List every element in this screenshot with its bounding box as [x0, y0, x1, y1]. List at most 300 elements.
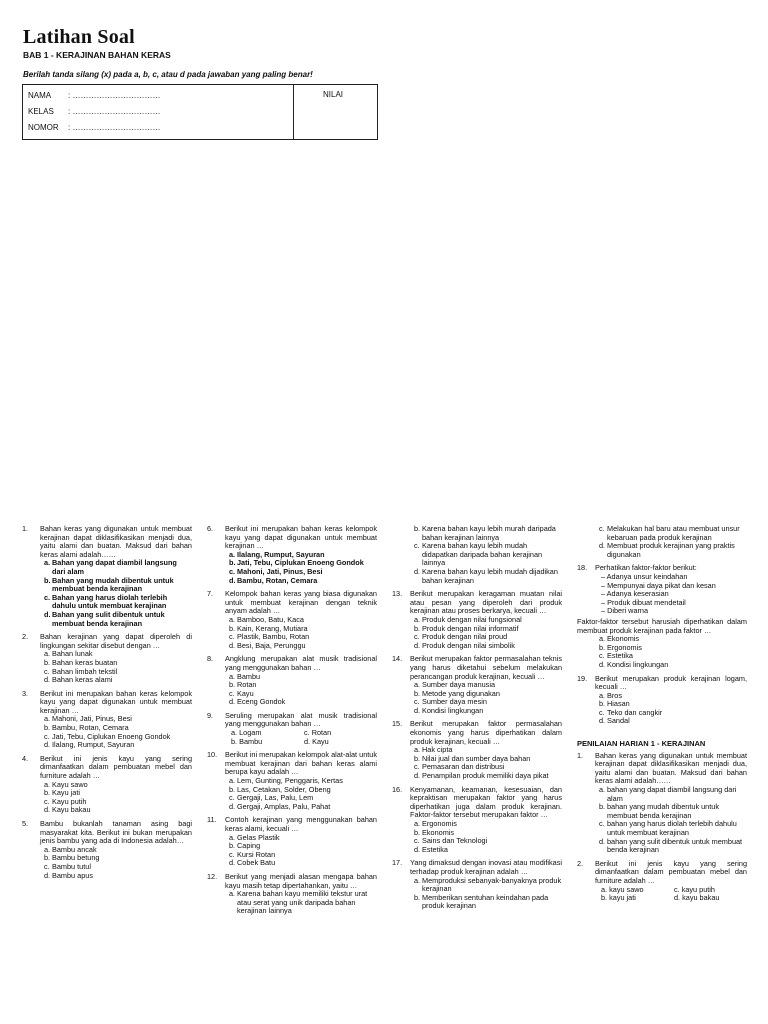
option-text: Bambu, Rotan, Cemara: [52, 723, 129, 733]
option-text: Sumber daya manusia: [422, 680, 496, 690]
option-letter: a.: [414, 680, 421, 690]
option-letter: c.: [414, 541, 420, 551]
number-field[interactable]: : ……………………………: [68, 123, 161, 132]
option-text: Bahan keras buatan: [52, 657, 118, 667]
chapter-subtitle: BAB 1 - KERAJINAN BAHAN KERAS: [23, 50, 171, 60]
question-number: 3.: [22, 688, 29, 698]
option-letter: c.: [229, 849, 235, 859]
option-text: Caping: [237, 841, 261, 851]
answer-option[interactable]: [410, 707, 562, 716]
answer-options: [410, 746, 562, 780]
option-letter: b.: [229, 623, 236, 633]
option-letter: b.: [229, 784, 236, 794]
option-letter: c.: [44, 731, 50, 741]
option-letter: d.: [44, 740, 51, 750]
option-text: Besi, Baja, Perunggu: [237, 640, 306, 650]
option-text: Ekonomis: [607, 634, 640, 644]
option-letter: c.: [44, 666, 50, 676]
option-text: Bambu ancak: [52, 844, 97, 854]
option-text: Bambu betung: [52, 853, 100, 863]
option-text: Ilalang, Rumput, Sayuran: [237, 549, 325, 559]
option-text: Sumber daya mesin: [422, 697, 487, 707]
option-letter: b.: [229, 841, 236, 851]
option-letter: b.: [44, 853, 51, 863]
option-letter: c.: [414, 762, 420, 772]
answer-option[interactable]: [225, 803, 377, 812]
question-text: Berikut ini merupakan bahan keras kelompok kayu yang dapat digunakan untuk membuat kerajinan …: [40, 688, 192, 715]
question-item: [207, 590, 377, 650]
option-letter: b.: [599, 802, 606, 812]
question-number: 6.: [207, 524, 214, 533]
option-letter: a.: [44, 714, 51, 724]
option-text: Produk dengan nilai proud: [422, 632, 508, 642]
answer-option[interactable]: [595, 525, 747, 542]
option-letter: a.: [414, 614, 421, 624]
option-text: Memproduksi sebanyak-banyaknya produk kerajinan: [422, 875, 562, 894]
option-letter: a.: [229, 671, 236, 681]
option-text: Bambu: [237, 671, 261, 681]
option-text: Pemasaran dan distribusi: [422, 762, 505, 772]
option-text: Kayu: [237, 688, 254, 698]
option-text: Karena bahan kayu lebih mudah didapatkan daripada bahan kerajinan lainnya: [422, 541, 543, 568]
option-letter: d.: [44, 805, 51, 815]
option-text: Bros: [607, 690, 623, 700]
answer-options: [40, 559, 192, 628]
question-text: Berikut merupakan faktor permasalahan teknis yang harus diketahui sebelum melakukan perancangan produk kerajinan, kecuali …: [410, 654, 562, 681]
option-letter: d.: [414, 844, 421, 854]
option-letter: d.: [414, 640, 421, 650]
option-text: bahan yang dapat diambil langsung dari alam: [607, 785, 737, 803]
option-letter: d.: [414, 566, 421, 576]
option-letter: b.: [44, 657, 51, 667]
question-item: [207, 873, 377, 916]
option-text: Bambu apus: [52, 870, 93, 880]
option-letter: b.: [599, 642, 606, 652]
option-letter: b.: [44, 575, 51, 585]
question-item: [22, 525, 192, 628]
question-text: Bahan keras yang digunakan untuk membuat kerajinan dapat diklasifikasikan menjadi dua, yaitu alami dan buatan. Maksud dari bahan keras alami adalah……: [595, 750, 747, 786]
answer-options: [40, 650, 192, 684]
answer-option[interactable]: [225, 890, 377, 916]
answer-option[interactable]: [225, 642, 377, 651]
option-letter: b.: [229, 680, 236, 690]
option-letter: b.: [414, 753, 421, 763]
answer-grid: [225, 729, 377, 746]
number-row: [28, 123, 160, 132]
option-letter: d.: [599, 716, 606, 726]
question-text: Bahan keras yang digunakan untuk membuat kerajinan dapat diklasifikasikan menjadi dua, yaitu alami dan buatan. Maksud dari bahan keras alami adalah……: [40, 524, 192, 559]
question-item: [22, 820, 192, 880]
name-label: NAMA: [28, 91, 52, 100]
option-text: Melakukan hal baru atau membuat unsur kebaruan pada produk kerajinan: [607, 524, 740, 542]
question-item: [207, 712, 377, 746]
question-number: 8.: [207, 654, 214, 664]
answer-option[interactable]: d. Kayu: [304, 736, 329, 746]
option-letter: c.: [599, 651, 605, 661]
option-letter: a.: [44, 649, 51, 659]
option-letter: d.: [599, 541, 606, 551]
question-item: [207, 655, 377, 707]
question-text: Berikut ini jenis kayu yang sering dimanfaatkan dalam pembuatan mebel dan furniture adalah …: [40, 753, 192, 781]
question-text: Berikut ini jenis kayu yang sering dimanfaatkan dalam pembuatan mebel dan furniture adalah …: [595, 858, 747, 885]
option-text: Bahan yang harus diolah terlebih dahulu untuk membuat kerajinan: [52, 592, 168, 611]
idbox-divider: [293, 85, 294, 139]
answer-option[interactable]: [595, 661, 747, 670]
option-letter: a.: [599, 690, 606, 700]
question-item: [577, 752, 747, 855]
option-text: Mahoni, Jati, Pinus, Besi: [237, 566, 323, 576]
option-text: Ergonomis: [422, 819, 457, 828]
option-text: Plastik, Bambu, Rotan: [237, 632, 310, 642]
option-text: Kayu jati: [52, 788, 80, 798]
answer-options: [225, 616, 377, 650]
question-text: Berikut yang menjadi alasan mengapa bahan kayu masih tetap dipertahankan, yaitu …: [225, 871, 377, 890]
column-3: [392, 525, 562, 916]
question-text: Bambu bukanlah tanaman asing bagi masyarakat kita. Berikut ini bukan merupakan jenis bambu yang ada di Indonesia adalah…: [40, 819, 192, 846]
question-text: Seruling merupakan alat musik tradisional yang menggunakan bahan …: [225, 710, 377, 729]
bullet-item: – Mempunyai daya pikat dan kesan: [601, 580, 716, 590]
question-item: [392, 655, 562, 715]
answer-option[interactable]: [40, 594, 192, 611]
answer-option[interactable]: [595, 717, 747, 726]
question-number: 14.: [392, 654, 403, 664]
answer-options: [225, 551, 377, 585]
answer-option[interactable]: a. kayu sawo: [601, 884, 644, 894]
option-letter: a.: [44, 558, 51, 568]
answer-options: [595, 786, 747, 855]
option-text: Produk dengan nilai fungsional: [422, 614, 522, 624]
option-letter: c.: [229, 793, 235, 803]
option-text: Lem, Gunting, Penggaris, Kertas: [237, 776, 343, 786]
class-row: [28, 107, 160, 116]
name-row: [28, 91, 160, 100]
option-text: Jati, Tebu, Ciplukan Enoeng Gondok: [52, 731, 171, 741]
question-text: Kelompok bahan keras yang biasa digunakan untuk membuat kerajinan dengan teknik anyam adalah …: [225, 589, 377, 616]
option-text: Mahoni, Jati, Pinus, Besi: [52, 714, 132, 724]
option-text: Kain, Kerang, Mutiara: [237, 623, 308, 633]
option-text: Kayu putih: [52, 796, 87, 806]
question-number: 12.: [207, 871, 218, 881]
question-item: [392, 786, 562, 855]
option-text: Cobek Batu: [237, 858, 276, 868]
answer-option[interactable]: [40, 806, 192, 815]
column-2: [207, 525, 377, 921]
column-4: [577, 525, 747, 908]
option-text: Memberikan sentuhan keindahan pada produk kerajinan: [422, 892, 549, 911]
option-text: Bahan yang sulit dibentuk untuk membuat benda kerajinan: [52, 609, 165, 628]
question-number: 17.: [392, 858, 403, 868]
column-1: [22, 525, 192, 885]
option-text: Kayu sawo: [52, 779, 88, 789]
option-text: Produk dengan nilai simbolik: [422, 640, 515, 650]
question-item: [392, 720, 562, 780]
section-title: PENILAIAN HARIAN 1 - KERAJINAN: [577, 739, 706, 749]
option-text: Bamboo, Batu, Kaca: [237, 614, 304, 624]
score-label: NILAI: [323, 90, 344, 99]
bullet-item: – Diberi warna: [601, 606, 649, 616]
option-text: Teko dan cangkir: [607, 707, 663, 717]
option-letter: b.: [414, 524, 421, 533]
option-letter: d.: [414, 771, 421, 781]
answer-option[interactable]: [40, 741, 192, 750]
option-letter: b.: [599, 699, 606, 709]
option-text: bahan yang sulit dibentuk untuk membuat benda kerajinan: [607, 836, 743, 855]
option-letter: a.: [229, 832, 236, 842]
option-text: Kursi Rotan: [237, 849, 276, 859]
bullet-item: – Adanya unsur keindahan: [601, 571, 688, 581]
option-letter: d.: [229, 575, 236, 585]
answer-option[interactable]: a. Logam: [231, 728, 262, 738]
answer-option[interactable]: [225, 698, 377, 707]
option-letter: b.: [44, 788, 51, 798]
answer-option[interactable]: d. kayu bakau: [674, 893, 720, 903]
answer-options: [225, 673, 377, 707]
question-number: 7.: [207, 589, 214, 599]
answer-options: [410, 820, 562, 854]
option-letter: c.: [229, 632, 235, 642]
option-text: Bahan lunak: [52, 649, 93, 659]
option-letter: a.: [229, 614, 236, 624]
question-number: 18.: [577, 563, 588, 573]
question-text: Berikut ini merupakan bahan keras kelompok kayu yang dapat digunakan untuk membuat kerajinan …: [225, 524, 377, 551]
question-item: [207, 525, 377, 585]
option-text: Bahan yang dapat diambil langsung dari alam: [52, 558, 177, 576]
option-text: Gergaji, Las, Palu, Lem: [237, 793, 314, 803]
answer-options: [225, 890, 377, 916]
answer-option[interactable]: b. Bambu: [231, 736, 263, 746]
answer-options: [40, 781, 192, 815]
answer-option[interactable]: [595, 838, 747, 855]
option-letter: b.: [414, 688, 421, 698]
option-letter: a.: [44, 779, 51, 789]
option-letter: a.: [229, 776, 236, 786]
instruction-text: Berilah tanda silang (x) pada a, b, c, atau d pada jawaban yang paling benar!: [23, 70, 313, 79]
answer-options: [410, 616, 562, 650]
answer-option[interactable]: [40, 676, 192, 685]
option-text: Ilalang, Rumput, Sayuran: [52, 740, 135, 750]
option-letter: d.: [229, 858, 236, 868]
option-text: Membuat produk kerajinan yang praktis digunakan: [607, 541, 735, 559]
option-text: Sains dan Teknologi: [422, 836, 488, 846]
question-text: Berikut merupakan keragaman muatan nilai atau pesan yang diperoleh dari produk kerajinan atau proses berkarya, kecuali …: [410, 589, 562, 616]
question-number: 5.: [22, 819, 29, 828]
option-letter: c.: [44, 861, 50, 871]
option-letter: b.: [414, 623, 421, 633]
question-number: 1.: [577, 750, 584, 760]
number-label: NOMOR: [28, 123, 59, 132]
option-letter: a.: [229, 889, 236, 899]
option-letter: d.: [229, 640, 236, 650]
question-text: Berikut ini merupakan kelompok alat-alat untuk membuat kerajinan dari bahan keras alami berupa kayu adalah …: [225, 750, 377, 777]
option-letter: b.: [229, 558, 236, 568]
option-letter: d.: [599, 659, 606, 669]
question-number: 10.: [207, 750, 218, 760]
bullet-item: – Produk dibuat mendetail: [601, 597, 686, 607]
class-field[interactable]: : ……………………………: [68, 107, 161, 116]
question-item: [577, 675, 747, 727]
option-text: Estetika: [422, 844, 448, 854]
question-text: Berikut merupakan produk kerajinan logam, kecuali …: [595, 673, 747, 692]
answer-option[interactable]: [225, 859, 377, 868]
question-text: Contoh kerajinan yang menggunakan bahan keras alami, kecuali …: [225, 815, 377, 833]
option-text: Bahan keras alami: [52, 675, 113, 685]
answer-option[interactable]: [595, 803, 747, 820]
question-number: 11.: [207, 815, 217, 825]
option-letter: a.: [44, 844, 51, 854]
answer-option[interactable]: [410, 877, 562, 894]
question-number: 13.: [392, 589, 403, 599]
option-text: Gelas Plastik: [237, 832, 280, 842]
answer-options: [410, 877, 562, 911]
question-item: [392, 590, 562, 650]
question-text: Angklung merupakan alat musik tradisional yang menggunakan bahan …: [225, 654, 377, 672]
option-letter: b.: [414, 827, 421, 837]
option-text: Kondisi lingkungan: [422, 705, 484, 715]
option-letter: d.: [229, 801, 236, 811]
option-letter: c.: [44, 592, 51, 602]
question-number: 2.: [577, 858, 584, 868]
option-letter: a.: [599, 785, 606, 795]
option-text: Bambu, Rotan, Cemara: [237, 575, 318, 585]
option-text: Gergaji, Amplas, Palu, Pahat: [237, 801, 331, 811]
answer-option[interactable]: [410, 642, 562, 651]
question-text: Perhatikan faktor-faktor berikut:: [595, 563, 697, 573]
option-letter: d.: [44, 675, 51, 685]
answer-option[interactable]: [410, 542, 562, 568]
answer-option[interactable]: [410, 568, 562, 585]
question-text: Yang dimaksud dengan inovasi atau modifikasi terhadap produk kerajinan adalah …: [410, 858, 562, 876]
question-item: [22, 755, 192, 815]
option-letter: d.: [599, 836, 606, 846]
name-field[interactable]: : ……………………………: [68, 91, 161, 100]
option-text: Las, Cetakan, Solder, Obeng: [237, 784, 331, 794]
answer-option[interactable]: c. Rotan: [304, 728, 332, 738]
option-text: bahan yang mudah dibentuk untuk membuat benda kerajinan: [607, 802, 719, 820]
option-letter: c.: [599, 707, 605, 717]
option-letter: c.: [414, 632, 420, 642]
option-letter: d.: [44, 870, 51, 880]
option-letter: c.: [229, 566, 236, 576]
option-letter: d.: [229, 697, 236, 707]
option-text: Kayu bakau: [52, 805, 91, 815]
option-text: Estetika: [607, 651, 633, 661]
class-label: KELAS: [28, 107, 54, 116]
question-18: [577, 564, 747, 616]
answer-option[interactable]: [595, 820, 747, 837]
option-text: Eceng Gondok: [237, 697, 286, 707]
option-text: bahan yang harus diolah terlebih dahulu untuk membuat kerajinan: [607, 819, 737, 837]
question-number: 19.: [577, 673, 588, 683]
option-text: Produk dengan nilai informatif: [422, 623, 519, 633]
answer-option[interactable]: [40, 611, 192, 628]
question-item: [22, 633, 192, 685]
answer-options: [410, 681, 562, 715]
answer-option[interactable]: [40, 577, 192, 594]
answer-grid: [595, 886, 747, 903]
question-item: [22, 690, 192, 750]
option-letter: a.: [229, 549, 236, 559]
question-item: [207, 816, 377, 868]
question-number: 2.: [22, 632, 29, 642]
bullet-item: – Adanya keserasian: [601, 589, 669, 599]
answer-option[interactable]: [595, 542, 747, 559]
option-text: Jati, Tebu, Ciplukan Enoeng Gondok: [237, 558, 364, 568]
option-text: Sandal: [607, 716, 630, 726]
question-item: [577, 860, 747, 903]
option-text: Nilai jual dan sumber daya bahan: [422, 753, 531, 763]
option-letter: c.: [599, 819, 605, 829]
question-text: Kenyamanan, keamanan, kesesuaian, dan kepraktisan merupakan faktor yang harus diperhatikan juga dalam produk kerajinan. Faktor-faktor tersebut merupakan faktor …: [410, 784, 562, 820]
answer-option[interactable]: [410, 772, 562, 781]
question-text: Bahan kerajinan yang dapat diperoleh di lingkungan sekitar disebut dengan …: [40, 632, 192, 650]
answer-option[interactable]: [410, 846, 562, 855]
answer-options: [40, 846, 192, 880]
option-letter: a.: [414, 745, 421, 755]
answer-options: [595, 692, 747, 726]
answer-option[interactable]: [40, 559, 192, 576]
option-letter: d.: [414, 705, 421, 715]
option-letter: b.: [414, 892, 421, 902]
option-text: Ergonomis: [607, 642, 642, 652]
option-letter: c.: [44, 796, 50, 806]
student-id-box: [22, 84, 378, 140]
answer-options: [40, 715, 192, 749]
option-text: Metode yang digunakan: [422, 688, 500, 698]
option-text: Hiasan: [607, 699, 630, 709]
page-title: Latihan Soal: [23, 26, 135, 48]
question-number: 9.: [207, 710, 214, 720]
option-letter: c.: [599, 524, 605, 533]
option-text: Kondisi lingkungan: [607, 659, 669, 669]
question-number: 1.: [22, 524, 29, 533]
option-text: Karena bahan kayu lebih murah daripada bahan kerajinan lainnya: [422, 524, 556, 542]
option-text: Ekonomis: [422, 827, 455, 837]
answer-option[interactable]: [410, 525, 562, 542]
option-letter: a.: [599, 634, 606, 644]
option-letter: c.: [414, 836, 420, 846]
option-text: Karena bahan kayu lebih mudah dijadikan bahan kerajinan: [422, 566, 558, 585]
answer-option[interactable]: c. kayu putih: [674, 884, 715, 894]
option-text: Penampilan produk memiliki daya pikat: [422, 771, 549, 781]
answer-option[interactable]: [225, 577, 377, 586]
answer-option[interactable]: [40, 872, 192, 881]
option-letter: c.: [414, 697, 420, 707]
option-text: Bahan limbah tekstil: [52, 666, 118, 676]
question-number: 4.: [22, 753, 29, 763]
question-item: [392, 859, 562, 911]
answer-option[interactable]: [595, 786, 747, 803]
question-number: 15.: [392, 719, 403, 729]
option-text: Bambu tutul: [52, 861, 91, 871]
question-text: Berikut merupakan faktor permasalahan ekonomis yang harus diperhatikan dalam produk kerajinan, kecuali …: [410, 719, 562, 746]
answer-options: [225, 777, 377, 811]
option-text: Rotan: [237, 680, 257, 690]
question-item: [207, 751, 377, 811]
option-text: Hak cipta: [422, 745, 453, 755]
answer-options: [225, 834, 377, 868]
question-18-followup: Faktor-faktor tersebut harusiah diperhatikan dalam membuat produk kerajinan pada faktor …: [577, 616, 747, 635]
option-text: Karena bahan kayu memiliki tekstur urat atau serat yang unik daripada bahan kerajinan lainnya: [237, 889, 368, 916]
answer-option[interactable]: [410, 894, 562, 911]
option-letter: a.: [414, 819, 421, 828]
option-text: Bahan yang mudah dibentuk untuk membuat benda kerajinan: [52, 575, 174, 594]
question-number: 16.: [392, 784, 403, 794]
option-letter: c.: [229, 688, 235, 698]
option-letter: d.: [44, 609, 51, 619]
option-letter: a.: [414, 875, 421, 885]
answer-option[interactable]: b. kayu jati: [601, 893, 636, 903]
option-letter: b.: [44, 723, 51, 733]
